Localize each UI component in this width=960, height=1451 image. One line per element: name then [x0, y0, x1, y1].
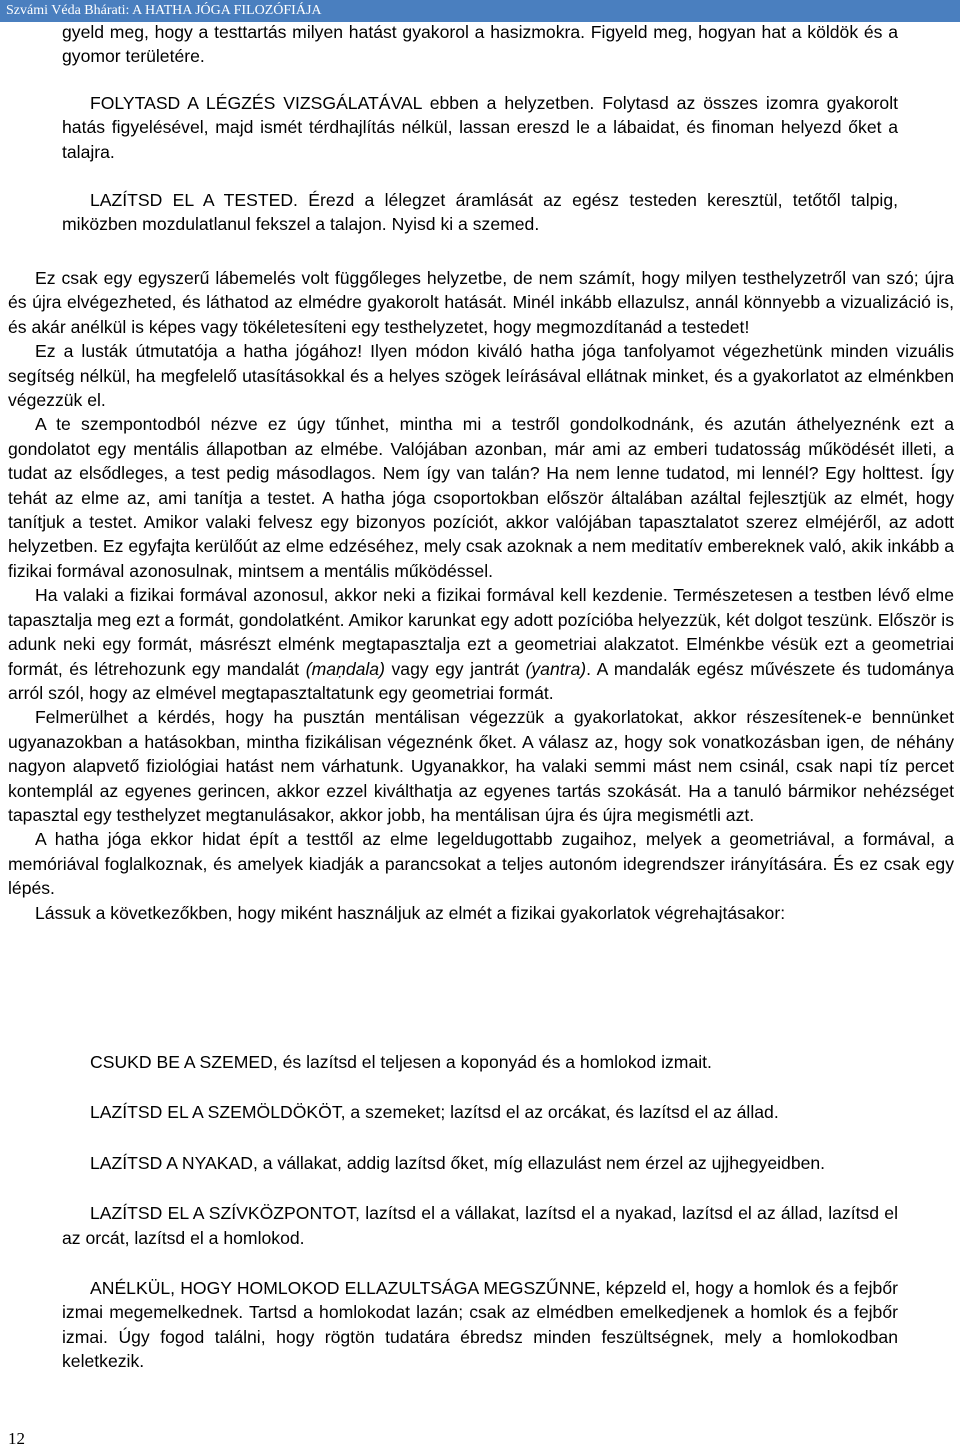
body-paragraph: A te szempontodból nézve ez úgy tűnhet, mintha mi a testről gondolkodnánk, és azután áthelyeznénk ezt a gondolatot egy mentális állapotban az elmébe. Valójában azonban, már ami az emberi tudatosság működését illeti, a tudat az elsődleges, a test pedig másodlagos. Nem így van talán? Ha nem lenne tudatod, mi lennél? Egy holttest. Így tehát az elme az, ami tanítja a testet. A hatha jóga csoportokban először általában azáltal fejlesztjük az elmét, hogy tanítjuk a testet. Amikor valaki felvesz egy bizonyos pozíciót, akkor valójában tapasztalatot szerez elméjéről, az adott helyzetben. Ez egyfajta kerülőút az elme edzéséhez, mely csak azoknak a nem meditatív embereknek való, akik inkább a fizikai formával azonosulnak, mintsem a mentális működéssel. [8, 414, 954, 581]
step-paragraph: LAZÍTSD EL A SZÍVKÖZPONTOT, lazítsd el a vállakat, lazítsd el a nyakad, lazítsd el az állad, lazítsd el az orcát, lazítsd el a homlokod. [62, 1203, 898, 1248]
body-paragraph: Ez csak egy egyszerű lábemelés volt függőleges helyzetbe, de nem számít, hogy milyen testhelyzetről van szó; újra és újra elvégezheted, és láthatod az elmédre gyakorolt hatását. Minél inkább ellazulsz, annál könnyebb a vizualizáció is, és akár anélkül is képes vagy tökéletesíteni egy testhelyzetet, hogy megmozdítanád a testedet! [8, 268, 954, 337]
running-header-title: Szvámi Véda Bhárati: A HATHA JÓGA FILOZÓFIÁJA [6, 3, 322, 18]
body-text-run: vagy egy jantrát [384, 658, 526, 679]
step-paragraph: LAZÍTSD EL A TESTED. Érezd a lélegzet áramlását az egész testeden keresztül, tetőtől talpig, miközben mozdulatlanul fekszel a talajon. Nyisd ki a szemed. [62, 190, 898, 235]
step-paragraph: ANÉLKÜL, HOGY HOMLOKOD ELLAZULTSÁGA MEGSZŰNNE, képzeld el, hogy a homlok és a fejbőr izmai megemelkednek. Tartsd a homlokodat lazán; csak az elmédben emelkedjenek a homlok és a fejbőr izmai. Úgy fogod találni, hogy rögtön tudatára ébredsz minden feszültségnek, mely a homlokodban keletkezik. [62, 1278, 898, 1372]
steps-bottom [62, 1050, 898, 1374]
step-paragraph: gyeld meg, hogy a testtartás milyen hatást gyakorol a hasizmokra. Figyeld meg, hogyan hat a köldök és a gyomor területére. [62, 22, 898, 67]
steps-top [62, 20, 898, 237]
step-paragraph: LAZÍTSD EL A SZEMÖLDÖKÖT, a szemeket; lazítsd el az orcákat, és lazítsd el az állad. [90, 1102, 779, 1123]
body-text-run: . A mandalák egész művészete és tudománya arról szól, hogy az elmével megtapasztaltatunk egy geometriai formát. [8, 658, 954, 703]
term-mandala: (maṇdala) [305, 658, 385, 679]
body-paragraph: Ez a lusták útmutatója a hatha jógához! Ilyen módon kiváló hatha jóga tanfolyamot végezhetünk minden vizuális segítség nélkül, ha megfelelő utasításokkal és a helyes szögek leírásával ellátnak minket, és a gyakorlatot az elménkben végezzük el. [8, 341, 954, 411]
body-text-run: Ha valaki a fizikai formával azonosul, akkor neki a fizikai formával kell kezdenie. Természetesen a testben lévő elme tapasztalja meg ezt a formát, gondolatként. Amikor karunkat egy adott pozícióba helyezzük, két dolgot teszünk. Először is adunk neki egy formát, másrészt elménk megtapasztalja ezt a geometriai alakzatot. Elménkbe vésük ezt a geometriai formát, és létrehozunk egy mandalát [8, 585, 954, 679]
body-paragraph: A hatha jóga ekkor hidat épít a testtől az elme legeldugottabb zugaihoz, melyek a geometriával, a formával, a memóriával foglalkoznak, és amelyek kiadják a parancsokat a teljes autonóm idegrendszer irányítására. És ez csak egy lépés. [8, 829, 954, 899]
step-paragraph: FOLYTASD A LÉGZÉS VIZSGÁLATÁVAL ebben a helyzetben. Folytasd az összes izomra gyakorolt hatás figyelésével, majd ismét térdhajlítás nélkül, lassan ereszd le a lábaidat, és finoman helyezd őket a talajra. [62, 92, 898, 162]
body-text [8, 266, 954, 925]
body-paragraph [8, 583, 954, 705]
step-paragraph: CSUKD BE A SZEMED, és lazítsd el teljesen a koponyád és a homlokod izmait. [90, 1052, 712, 1072]
term-yantra: (yantra) [525, 658, 587, 679]
body-paragraph: Lássuk a következőkben, hogy miként használjuk az elmét a fizikai gyakorlatok végrehajtásakor: [35, 902, 786, 923]
page-number: 12 [8, 1429, 25, 1448]
running-header [0, 0, 960, 22]
step-paragraph: LAZÍTSD A NYAKAD, a vállakat, addig lazítsd őket, míg ellazulást nem érzel az ujjhegyeidben. [90, 1152, 826, 1173]
body-paragraph: Felmerülhet a kérdés, hogy ha pusztán mentálisan végezzük a gyakorlatokat, akkor részesítenek-e bennünket ugyanazokban a hatásokban, mintha fizikálisan végeznénk őket. A válasz az, hogy sok vonatkozásban igen, de néhány nagyon alapvető fiziológiai hatást nem várhatunk. Ugyanakkor, ha valaki semmi mást nem csinál, csak napi tíz percet kontemplál az egyenes gerincen, akkor ezzel kiválthatja az egyenes tartás szokását. Ha a tanuló bármikor nehézséget tapasztal egy testhelyzet megtanulásakor, akkor jobb, ha mentálisan újra és újra megismétli azt. [8, 707, 954, 825]
